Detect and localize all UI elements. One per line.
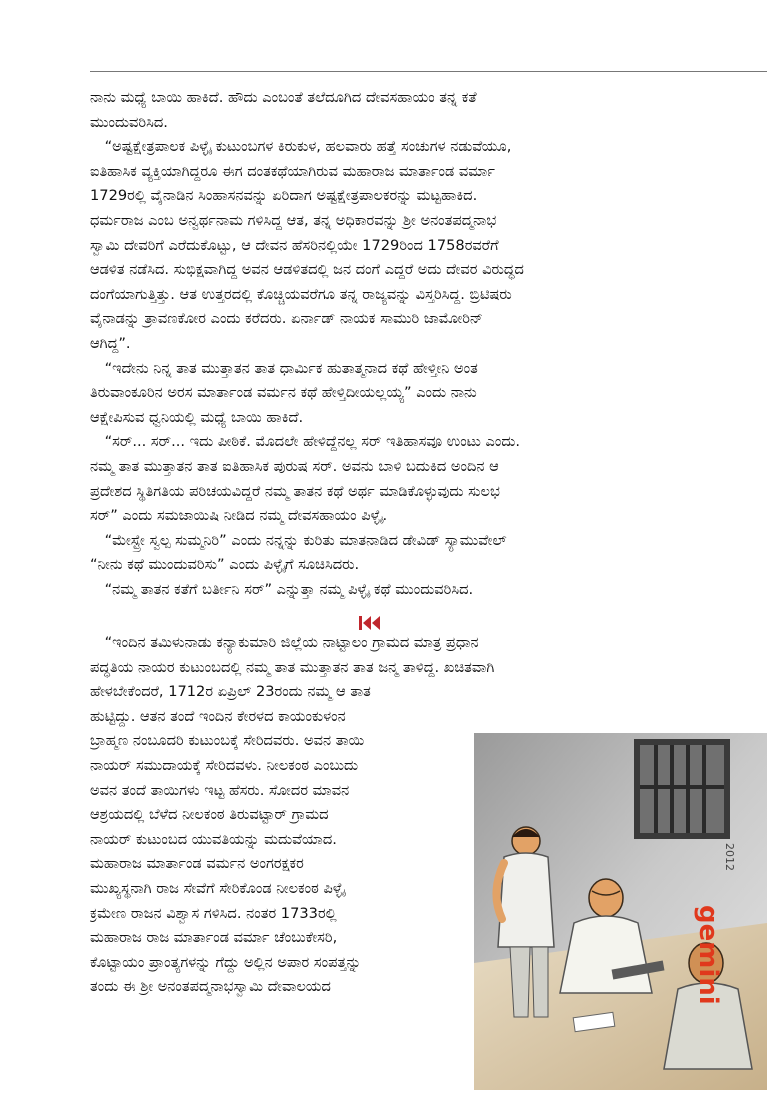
text-line: ದಂಗೆಯಾಗುತ್ತಿತ್ತು. ಆತ ಉತ್ತರದಲ್ಲಿ ಕೊಚ್ಚಿಯವರೆಗೂ ತನ್ನ ರಾಜ್ಯವನ್ನು ವಿಸ್ತರಿಸಿದ್ದ. ಬ್ರಿಟಿಷರು (90, 285, 512, 303)
text-line: ಕೊಟ್ಟಾಯಂ ಪ್ರಾಂತ್ಯಗಳನ್ನು ಗೆದ್ದು ಅಲ್ಲಿನ ಅಪಾರ ಸಂಪತ್ತನ್ನು (90, 953, 362, 971)
paragraph (90, 631, 642, 705)
text-line: ಪದ್ಧತಿಯ ನಾಯರ ಕುಟುಂಬದಲ್ಲಿ ನಮ್ಮ ತಾತ ಮುತ್ತಾತನ ತಾತ ಜನ್ಮ ತಾಳಿದ್ದ. ಖಚಿತವಾಗಿ (90, 658, 495, 676)
illustration-drawing (474, 733, 767, 1090)
story-illustration (474, 733, 767, 1090)
artist-signature (693, 905, 723, 1005)
text-line: ನಾನು ಮಧ್ಯೆ ಬಾಯಿ ಹಾಕಿದೆ. ಹೌದು ಎಂಬಂತೆ ತಲೆದೂಗಿದ ದೇವಸಹಾಯಂ ತನ್ನ ಕತೆ (90, 89, 477, 106)
text-line: “ಮೇಸ್ಟ್ರೇ ಸ್ವಲ್ಪ ಸುಮ್ಮನಿರಿ” ಎಂದು ನನ್ನನ್ನು ಕುರಿತು ಮಾತನಾಡಿದ ಡೇವಿಡ್ ಸ್ಯಾಮುವೇಲ್ (104, 531, 507, 549)
text-line: ಬ್ರಾಹ್ಮಣ ನಂಬೂದರಿ ಕುಟುಂಬಕ್ಕೆ ಸೇರಿದವರು. ಅವನ ತಾಯಿ (90, 732, 365, 750)
barred-window (634, 739, 730, 839)
signature-text: gemini (693, 905, 723, 1005)
text-line: ಪ್ರದೇಶದ ಸ್ಥಿತಿಗತಿಯ ಪರಿಚಯವಿದ್ದರೆ ನಮ್ಮ ತಾತನ ಕಥೆ ಅರ್ಥ ಮಾಡಿಕೊಳ್ಳುವುದು ಸುಲಭ (90, 482, 500, 500)
paragraph (90, 135, 642, 356)
text-line: ಮುಂದುವರಿಸಿದ. (90, 113, 168, 131)
text-line: ಹೇಳಬೇಕೆಂದರೆ, 1712ರ ಏಪ್ರಿಲ್ 23ರಂದು ನಮ್ಮ ಆ ತಾತ (90, 683, 371, 701)
year-text: 2012 (723, 843, 736, 871)
text-line: ನಾಯರ್ ಸಮುದಾಯಕ್ಕೆ ಸೇರಿದವಳು. ನೀಲಕಂಠ ಎಂಬುದು (90, 756, 359, 774)
text-line: “ಅಷ್ಟಕ್ಷೇತ್ರಪಾಲಕ ಪಿಳ್ಳೈ ಕುಟುಂಬಗಳ ಕಿರುಕುಳ, ಹಲವಾರು ಹತ್ತೆ ಸಂಚುಗಳ ನಡುವೆಯೂ, (104, 138, 512, 156)
text-line: 1729ರಲ್ಲಿ ವೈನಾಡಿನ ಸಿಂಹಾಸನವನ್ನು ಏರಿದಾಗ ಅಷ್ಟಕ್ಷೇತ್ರಪಾಲಕರನ್ನು ಮಟ್ಟಹಾಕಿದ. (90, 187, 478, 205)
text-line: ಕ್ರಮೇಣ ರಾಜನ ವಿಶ್ವಾಸ ಗಳಿಸಿದ. ನಂತರ 1733ರಲ್ಲಿ (90, 904, 337, 922)
text-line: ಆಡಳಿತ ನಡೆಸಿದ. ಸುಭಿಕ್ಷವಾಗಿದ್ದ ಅವನ ಆಡಳಿತದಲ್ಲಿ ಜನ ದಂಗೆ ಎದ್ದರೆ ಅದು ದೇವರ ವಿರುದ್ಧದ (90, 261, 524, 279)
text-line: ಸರ್” ಎಂದು ಸಮಜಾಯಿಷಿ ನೀಡಿದ ನಮ್ಮ ದೇವಸಹಾಯಂ ಪಿಳ್ಳೈ. (90, 507, 388, 525)
section-separator-icon (356, 614, 384, 632)
text-line: ವೈನಾಡನ್ನು ತ್ರಾವಣಕೋರ ಎಂದು ಕರೆದರು. ಏರ್ನಾಡ್ ನಾಯಕ ಸಾಮುರಿ ಜಾಮೋರಿನ್ (90, 310, 483, 328)
text-line: ನಾಯರ್ ಕುಟುಂಬದ ಯುವತಿಯನ್ನು ಮದುವೆಯಾದ. (90, 830, 337, 848)
text-line: ಹುಟ್ಟಿದ್ದು. ಆತನ ತಂದೆ ಇಂದಿನ ಕೇರಳದ ಕಾಯಂಕುಳಂನ (90, 707, 346, 725)
text-line: ಆಗಿದ್ದ”. (90, 334, 131, 352)
paragraph (90, 578, 642, 603)
text-line: ಧರ್ಮರಾಜ ಎಂಬ ಅನ್ವರ್ಥನಾಮ ಗಳಿಸಿದ್ದ ಆತ, ತನ್ನ ಅಧಿಕಾರವನ್ನು ಶ್ರೀ ಅನಂತಪದ್ಮನಾಭ (90, 211, 497, 229)
text-line: ಮಹಾರಾಜ ರಾಜ ಮಾರ್ತಾಂಡ ವರ್ಮಾ ಚೆಂಬುಕೇಸರಿ, (90, 929, 338, 947)
artist-year (723, 843, 736, 871)
text-line: ಮಹಾರಾಜ ಮಾರ್ತಾಂಡ ವರ್ಮನ ಅಂಗರಕ್ಷಕರ (90, 855, 304, 873)
paragraph (90, 357, 642, 431)
paragraph (90, 86, 642, 135)
text-line: “ಇದೇನು ನಿನ್ನ ತಾತ ಮುತ್ತಾತನ ತಾತ ಧಾರ್ಮಿಕ ಹುತಾತ್ಮನಾದ ಕಥೆ ಹೇಳ್ತೀನಿ ಅಂತ (104, 359, 478, 377)
text-line: ಐತಿಹಾಸಿಕ ವ್ಯಕ್ತಿಯಾಗಿದ್ದರೂ ಈಗ ದಂತಕಥೆಯಾಗಿರುವ ಮಹಾರಾಜ ಮಾರ್ತಾಂಡ ವರ್ಮಾ (90, 162, 495, 180)
text-line: ನಮ್ಮ ತಾತ ಮುತ್ತಾತನ ತಾತ ಐತಿಹಾಸಿಕ ಪುರುಷ ಸರ್. ಅವನು ಬಾಳಿ ಬದುಕಿದ ಅಂದಿನ ಆ (90, 457, 499, 475)
text-line: “ಇಂದಿನ ತಮಿಳುನಾಡು ಕನ್ಯಾಕುಮಾರಿ ಜಿಲ್ಲೆಯ ನಾಟ್ಟಾಲಂ ಗ್ರಾಮದ ಮಾತ್ರ ಪ್ರಧಾನ (104, 634, 479, 651)
text-line: ಅವನ ತಂದೆ ತಾಯಿಗಳು ಇಟ್ಟ ಹೆಸರು. ಸೋದರ ಮಾವನ (90, 781, 350, 799)
text-column-top (90, 86, 642, 602)
text-line: ತಂದು ಈ ಶ್ರೀ ಅನಂತಪದ್ಮನಾಭಸ್ವಾಮಿ ದೇವಾಲಯದ (90, 978, 331, 996)
text-line: “ನೀನು ಕಥೆ ಮುಂದುವರಿಸು” ಎಂದು ಪಿಳ್ಳೈಗೆ ಸೂಚಿಸಿದರು. (90, 556, 360, 574)
text-line: ಆಶ್ರಯದಲ್ಲಿ ಬೆಳೆದ ನೀಲಕಂಠ ತಿರುವಟ್ಟಾರ್ ಗ್ರಾಮದ (90, 806, 329, 824)
text-line: ತಿರುವಾಂಕೂರಿನ ಅರಸ ಮಾರ್ತಾಂಡ ವರ್ಮನ ಕಥೆ ಹೇಳ್ತಿದೀಯಲ್ಲಯ್ಯ” ಎಂದು ನಾನು (90, 384, 477, 402)
header-rule (90, 71, 767, 72)
text-line: ಮುಖ್ಯಸ್ಥನಾಗಿ ರಾಜ ಸೇವೆಗೆ ಸೇರಿಕೊಂಡ ನೀಲಕಂಠ ಪಿಳ್ಳೈ (90, 879, 345, 897)
text-line: ಆಕ್ಷೇಪಿಸುವ ಧ್ವನಿಯಲ್ಲಿ ಮಧ್ಯೆ ಬಾಯಿ ಹಾಕಿದೆ. (90, 408, 304, 426)
text-line: “ನಮ್ಮ ತಾತನ ಕತೆಗೆ ಬರ್ತೀನಿ ಸರ್” ಎನ್ನುತ್ತಾ ನಮ್ಮ ಪಿಳ್ಳೈ ಕಥೆ ಮುಂದುವರಿಸಿದ. (104, 580, 474, 598)
text-line: “ಸರ್... ಸರ್... ಇದು ಪೀಠಿಕೆ. ಮೊದಲೇ ಹೇಳಿದ್ದೆನಲ್ಲ ಸರ್ ಇತಿಹಾಸವೂ ಉಂಟು ಎಂದು. (104, 433, 521, 451)
paragraph (90, 430, 642, 528)
paragraph (90, 529, 642, 578)
text-line: ಸ್ವಾಮಿ ದೇವರಿಗೆ ಎರೆದುಕೊಟ್ಟು, ಆ ದೇವನ ಹೆಸರಿನಲ್ಲಿಯೇ 1729ರಿಂದ 1758ರವರೆಗೆ (90, 236, 499, 254)
